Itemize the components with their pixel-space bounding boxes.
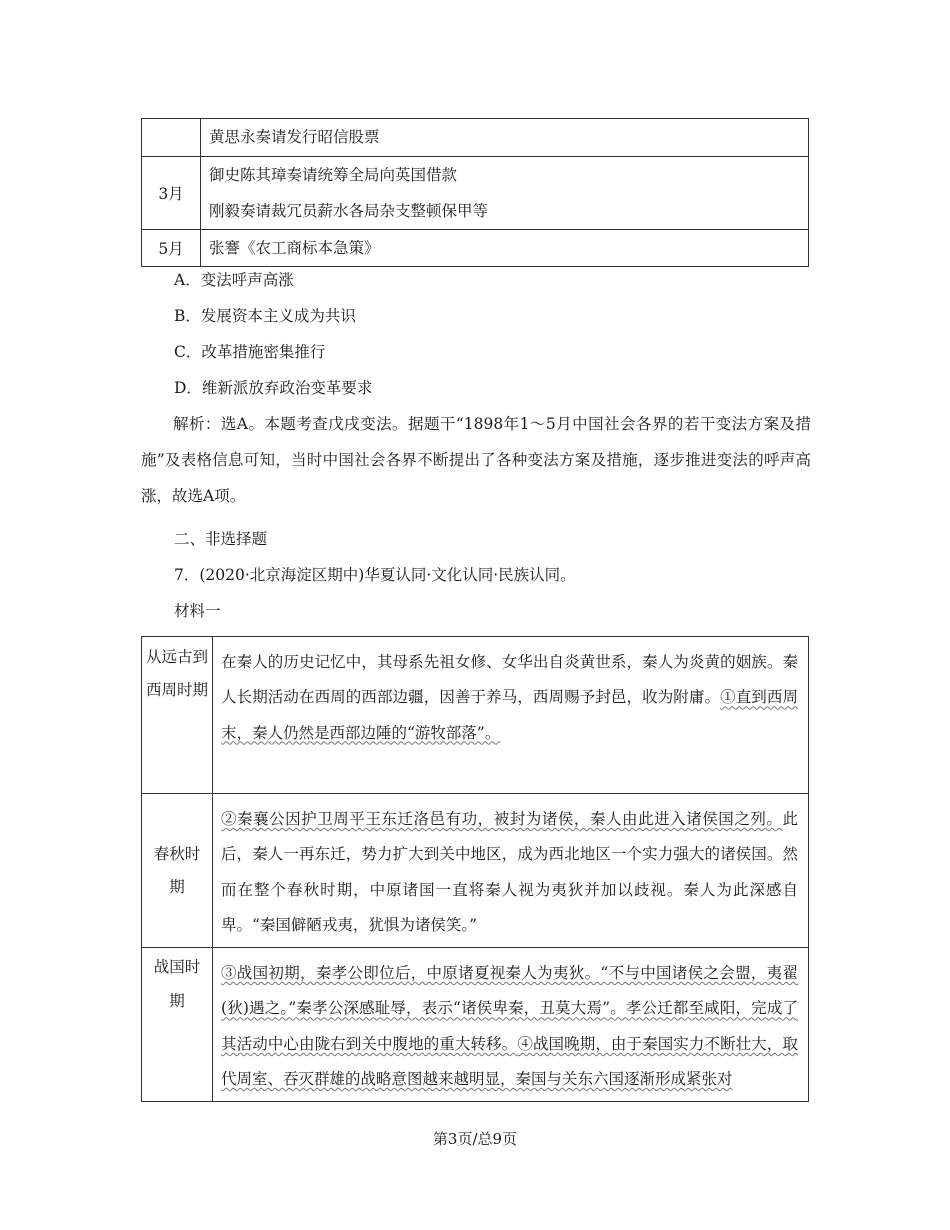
content-line: 刚毅奏请裁冗员薪水各局杂支整顿保甲等: [209, 202, 489, 220]
marked-text: ④战国晚期，由于秦国实力不断壮大，取代周室、吞灭群雄的战略意图越来越明显，秦国与关东六国逐渐形成紧张对: [221, 1034, 798, 1089]
description-cell: [213, 794, 809, 948]
content-line: 黄思永奏请发行昭信股票: [209, 128, 380, 146]
content-cell: [201, 230, 809, 267]
content-line: 御史陈其璋奏请统筹全局向英国借款: [209, 166, 458, 184]
month-cell: 5月: [142, 230, 201, 267]
table-row: [142, 794, 809, 948]
content-line: 张謇《农工商标本急策》: [209, 239, 380, 257]
plain-text: 在秦人的历史记忆中，其母系先祖女修、女华出自炎黄世系，秦人为炎黄的姻族。秦人长期活动在西周的西部边疆，因善于养马，西周赐予封邑，收为附庸。: [221, 653, 798, 707]
description-cell: [213, 637, 809, 794]
period-cell: 春秋时期: [142, 794, 213, 948]
table-row: [142, 157, 809, 230]
table-row: [142, 948, 809, 1102]
table-row: [142, 230, 809, 267]
table-row: [142, 637, 809, 794]
description-cell: [213, 948, 809, 1102]
qin-history-table: [141, 636, 809, 1102]
question-stem: 7．(2020·北京海淀区期中)华夏认同·文化认同·民族认同。: [174, 566, 576, 584]
month-cell: 3月: [142, 157, 201, 230]
option-b: B．发展资本主义成为共识: [174, 307, 356, 325]
content-cell: [201, 157, 809, 230]
table-row: [142, 119, 809, 157]
page-footer: 第3页/总9页: [432, 1130, 518, 1148]
material-label: 材料一: [174, 602, 221, 620]
option-c: C．改革措施密集推行: [174, 343, 326, 361]
analysis-paragraph: 解析：选A。本题考查戊戌变法。据题干“1898年1～5月中国社会各界的若干变法方案及措施”及表格信息可知，当时中国社会各界不断提出了各种变法方案及措施，逐步推进变法的呼声高涨，故选A项。: [141, 415, 811, 505]
marked-text: ③战国初期，秦孝公即位后，中原诸夏视秦人为夷狄。“不与中国诸侯之会盟，夷翟(狄)遇之。”秦孝公深感耻辱，表示“诸侯卑秦，丑莫大焉”。孝公迁都至咸阳，完成了其活动中心由陇右到关中腹地的重大转移。: [221, 964, 798, 1053]
content-cell: [201, 119, 809, 157]
section-title: 二、非选择题: [174, 530, 268, 548]
marked-text: ①直到西周末，秦人仍然是西部边陲的“游牧部落”。: [221, 688, 798, 742]
reform-measures-table: [141, 118, 809, 267]
period-cell: 从远古到西周时期: [142, 637, 213, 794]
period-cell: 战国时期: [142, 948, 213, 1102]
month-cell: [142, 119, 201, 157]
option-a: A．变法呼声高涨: [174, 271, 294, 289]
plain-text: 此后，秦人一再东迁，势力扩大到关中地区，成为西北地区一个实力强大的诸侯国。然而在整个春秋时期，中原诸国一直将秦人视为夷狄并加以歧视。秦人为此深感自卑。“秦国僻陋戎夷，犹惧为诸侯笑。”: [221, 810, 798, 934]
option-d: D．维新派放弃政治变革要求: [174, 379, 373, 397]
marked-text: ②秦襄公因护卫周平王东迁洛邑有功，被封为诸侯，秦人由此进入诸侯国之列。: [221, 810, 783, 828]
